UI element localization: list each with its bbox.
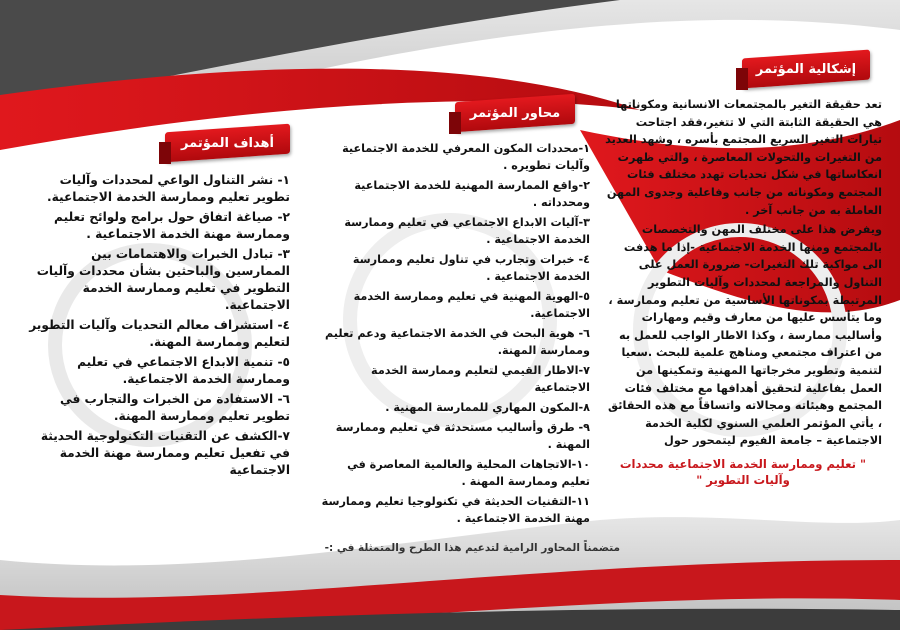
goals-list [28,172,290,479]
list-item: ٣- تبادل الخبرات والاهتمامات بين الممارسين والباحثين بشأن محددات وآليات التطوير في تعليم وممارسة الخدمة الاجتماعية. [36,247,290,312]
list-item: ٣-آليات الابداع الاجتماعي في تعليم وممارسة الخدمة الاجتماعية . [344,216,590,246]
problem-paragraph-2: ويفرض هذا على مختلف المهن والتخصصات بالمجتمع ومنها الخدمة الاجتماعية -إذا ما هدفت الى مواكبة تلك التغيرات- ضرورة العمل على التناول والمراجعة لمحددات وآليات التطوير المرتبطة بمكوناتها الأساسية من تعليم وممارسة ، وما يتأسس عليها من معارف وقيم ومهارات وأساليب ممارسة ، وكذا الاطار الواجب للعمل به من اعتراف مجتمعي ومناهج علمية للبحث .سعيا لتنمية وتطوير مخرجاتها المهنية وتمكينها من العمل بفاعلية لتحقيق أهدافها مع مختلف فئات المجتمع وهيئاته ومجالاته واتساقاً مع هذه الحقائق ، يأتي المؤتمر العلمي السنوي لكلية الخدمة الاجتماعية – جامعة الفيوم ليتمحور حول [608,223,882,448]
list-item: ١٠-الاتجاهات المحلية والعالمية المعاصرة في تعليم وممارسة المهنة . [347,458,590,488]
axes-panel [318,140,590,530]
goals-panel [28,172,290,482]
list-item: ٧-الاطار القيمي لتعليم وممارسة الخدمة الاجتماعية [371,364,590,394]
axes-title: محاور المؤتمر [469,105,561,121]
problem-title-ribbon [742,54,870,84]
list-item: ٢- صياغة اتفاق حول برامج ولوائح تعليم وممارسة مهنة الخدمة الاجتماعية . [54,210,290,241]
problem-panel [604,96,882,488]
conference-theme-quote: " تعليم وممارسة الخدمة الاجتماعية محددات وآليات التطوير " [619,456,867,487]
list-item: ١-محددات المكون المعرفي للخدمة الاجتماعية وآليات تطويره . [342,142,590,172]
list-item: ٨-المكون المهاري للممارسة المهنية . [385,401,590,414]
problem-paragraph-1: تعد حقيقة التغير بالمجتمعات الانسانية ومكوناتها هي الحقيقة الثابتة التي لا تتغير،فقد اجتاحت تيارات التغير السريع المجتمع بأسره ، وشهد العديد من التغيرات والتحولات المعاصرة ، والتي ظهرت انعكاساتها في شكل تحديات تهدد مختلف فئات المجتمع ومكوناته من جانب وفاعلية وجدوى المهن العاملة به من جانب آخر . [605,98,882,217]
list-item: ٢-واقع الممارسة المهنية للخدمة الاجتماعية ومحدداته . [354,179,590,209]
axes-title-ribbon [455,98,575,128]
list-item: ٤- استشراف معالم التحديات وآليات التطوير لتعليم وممارسة المهنة. [29,318,290,349]
goals-title: أهداف المؤتمر [181,135,274,151]
list-item: ٥- تنمية الابداع الاجتماعي في تعليم وممارسة الخدمة الاجتماعية. [77,355,290,386]
axes-list [318,140,590,527]
list-item: ٩- طرق وأساليب مستحدثة في تعليم وممارسة المهنة . [335,421,590,451]
goals-title-ribbon [165,128,290,158]
list-item: ١١-التقنيات الحديثة في تكنولوجيا تعليم وممارسة مهنة الخدمة الاجتماعية . [321,495,590,525]
list-item: ٥-الهوية المهنية في تعليم وممارسة الخدمة الاجتماعية. [353,290,590,320]
list-item: ١- نشر التناول الواعي لمحددات وآليات تطوير تعليم وممارسة الخدمة الاجتماعية. [46,173,290,204]
problem-title: إشكالية المؤتمر [755,61,857,77]
list-item: ٤- خبرات وتجارب في تناول تعليم وممارسة الخدمة الاجتماعية . [352,253,590,283]
list-item: ٦- الاستفادة من الخبرات والتجارب في تطوير تعليم وممارسة المهنة. [59,392,290,423]
axes-intro-note: متضمناً المحاور الرامية لتدعيم هذا الطرح والمتمثلة في :- [324,542,620,554]
list-item: ٧-الكشف عن التقنيات التكنولوجية الحديثة في تفعيل تعليم وممارسة مهنة الخدمة الاجتماعية [40,429,290,477]
list-item: ٦- هوية البحث في الخدمة الاجتماعية ودعم تعليم وممارسة المهنة. [325,327,590,357]
